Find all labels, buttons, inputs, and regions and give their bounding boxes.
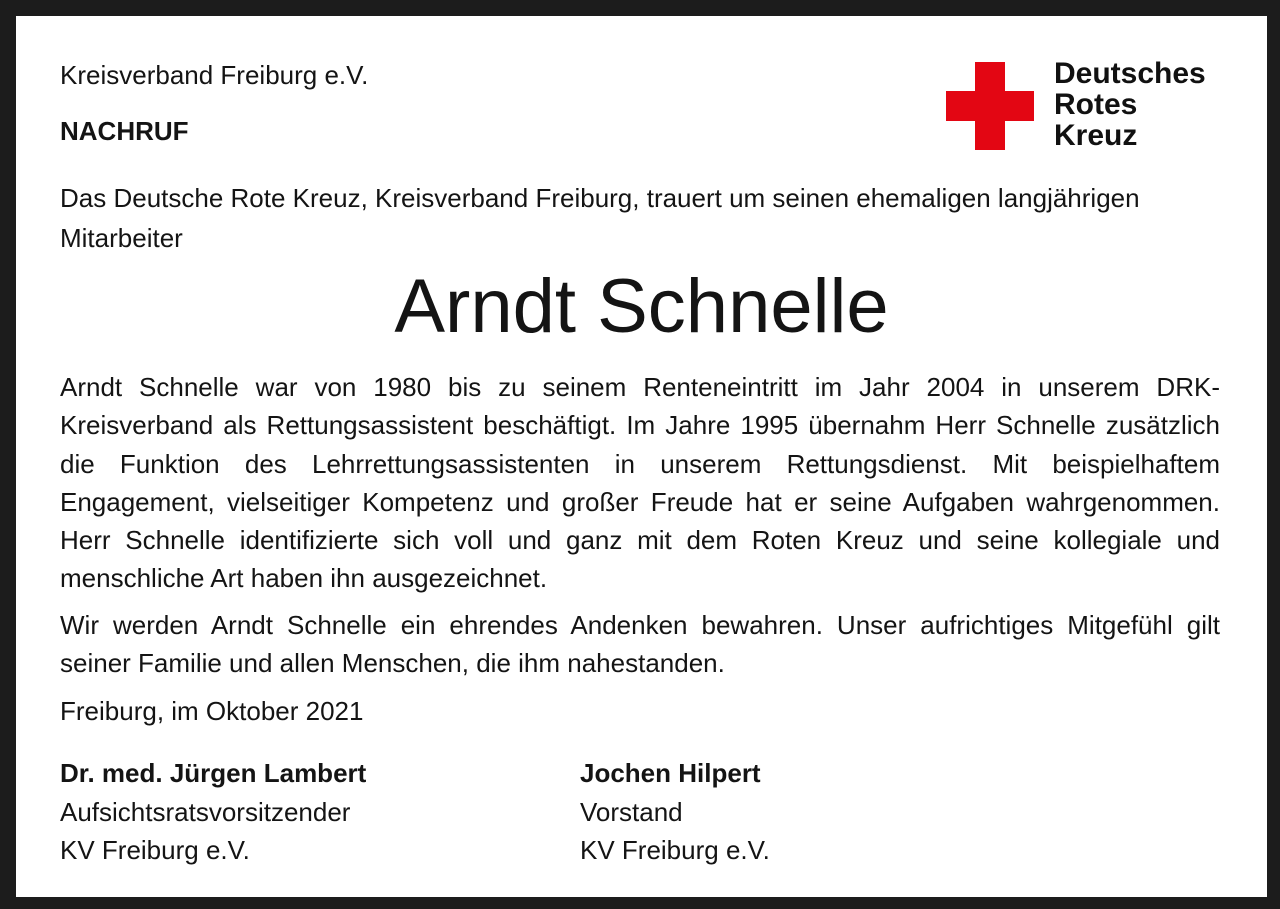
logo-line-2: Rotes	[1054, 88, 1138, 121]
signatory-org: KV Freiburg e.V.	[60, 835, 250, 865]
obituary-notice	[16, 16, 1267, 897]
intro-text: Das Deutsche Rote Kreuz, Kreisverband Freiburg, trauert um seinen ehemaligen langjährigen Mitarbeiter	[60, 183, 1140, 253]
logo-line-3: Kreuz	[1054, 119, 1138, 152]
signatory-role: Vorstand	[580, 796, 683, 827]
body-paragraph-2: Wir werden Arndt Schnelle ein ehrendes Andenken bewahren. Unser aufrichtiges Mitgefühl gilt seiner Familie und allen Menschen, die ihm nahestanden.	[60, 610, 1220, 679]
body-paragraph-1: Arndt Schnelle war von 1980 bis zu seinem Renteneintritt im Jahr 2004 in unserem DRK-Kreisverband als Rettungsassistent beschäftigt. Im Jahre 1995 übernahm Herr Schnelle zusätzlich die Funktion des Lehrrettungsassistenten in unserem Rettungsdienst. Mit beispielhaftem Engagement, vielseitiger Kompetenz und großer Freude hat er seine Aufgaben wahrgenommen. Herr Schnelle identifizierte sich voll und ganz mit dem Roten Kreuz und seine kollegiale und menschliche Art haben ihn ausgezeichnet.	[60, 372, 1220, 594]
signatory-name: Dr. med. Jürgen Lambert	[60, 758, 367, 788]
signatory-1	[60, 754, 366, 870]
deceased-name: Arndt Schnelle	[394, 264, 889, 349]
logo-line-1: Deutsches	[1054, 57, 1206, 90]
place-date: Freiburg, im Oktober 2021	[60, 696, 364, 726]
signatory-name: Jochen Hilpert	[580, 758, 761, 788]
organization-name: Kreisverband Freiburg e.V.	[60, 60, 369, 90]
signatory-org: KV Freiburg e.V.	[580, 835, 770, 865]
signatory-role: Aufsichtsratsvorsitzender	[60, 796, 351, 827]
notice-heading: NACHRUF	[60, 116, 189, 146]
red-cross-icon	[946, 62, 1034, 150]
drk-logo-wordmark	[1054, 58, 1206, 151]
signatory-2	[580, 754, 770, 870]
